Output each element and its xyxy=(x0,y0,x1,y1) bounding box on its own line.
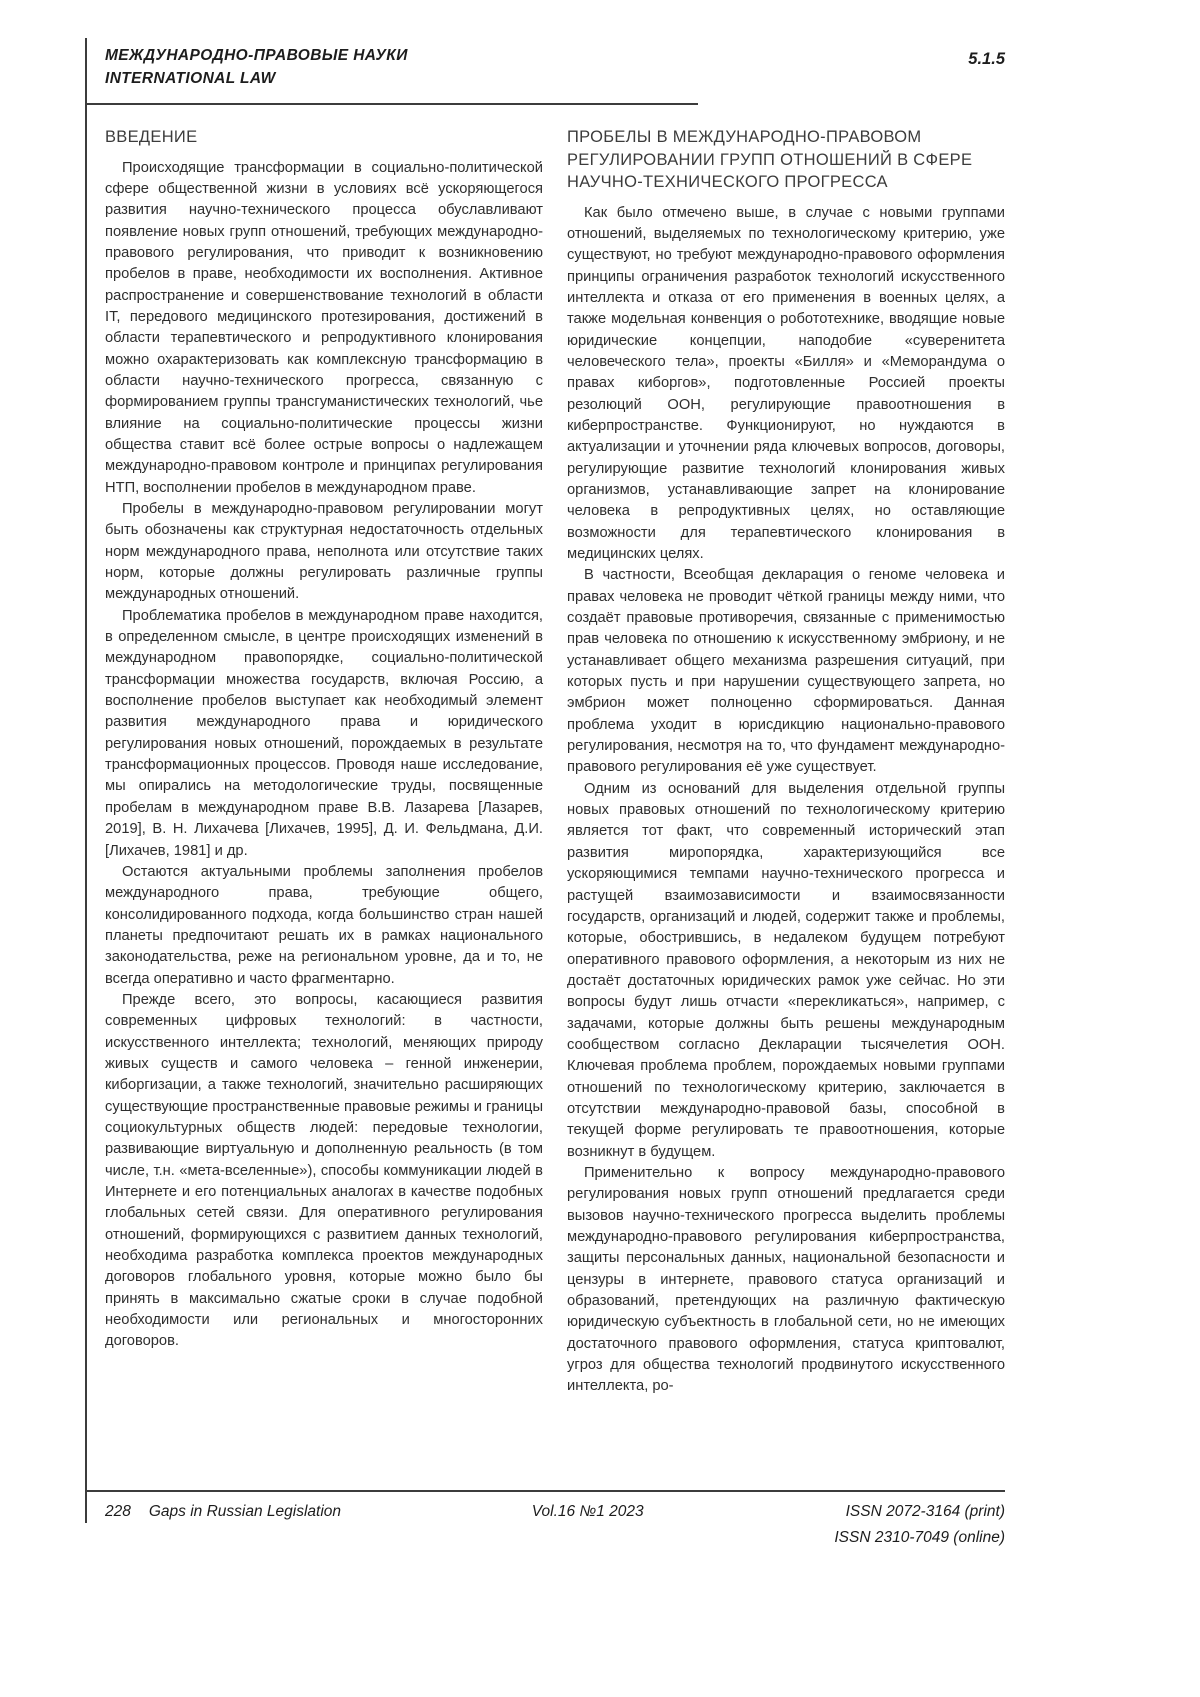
footer-right xyxy=(834,1499,1005,1551)
volume-issue: Vol.16 №1 2023 xyxy=(531,1503,644,1520)
paragraph: Как было отмечено выше, в случае с новыми группами отношений, выделяемых по технологическому критерию, уже существуют, но требуют международно-правового оформления принципы ограничения разработок технологий искусственного интеллекта и отказа от его применения в военных целях, а также модельная конвенция о робототехнике, вводящие новые юридические концепции, наподобие «суверенитета человеческого тела», проекты «Билля» и «Меморандума о правах киборгов», подготовленные Россией проекты резолюций ООН, регулирующие правоотношения в киберпространстве. Функционируют, но нуждаются в актуализации и уточнении ряда ключевых вопросов, договоры, регулирующие развитие технологий клонирования живых организмов, устанавливающие запрет на клонирование человека в репродуктивных целях, но оставляющие возможности для терапевтического клонирования в медицинских целях. xyxy=(567,204,1005,562)
specialty-code: 5.1.5 xyxy=(968,50,1005,68)
paragraph: Происходящие трансформации в социально-политической сфере общественной жизни в условиях всё ускоряющегося развития научно-технического процесса обуславливают появление новых групп отношений, требующих международно-правового регулирования, что приводит к возникновению пробелов в праве, необходимости их восполнения. Активное распространение и совершенствование технологий в области IT, передового медицинского протезирования, достижений в области терапевтического и репродуктивного клонирования можно охарактеризовать как комплексную трансформацию в области научно-технического прогресса, связанную с формированием группы трансгуманистических технологий, чье влияние на социально-политические процессы жизни общества ставит всё более острые вопросы о надлежащем международно-правовом контроле и принципах регулирования НТП, восполнении пробелов в международном праве. xyxy=(105,159,543,496)
section-heading-gaps: ПРОБЕЛЫ В МЕЖДУНАРОДНО-ПРАВОВОМ РЕГУЛИРОВАНИИ ГРУПП ОТНОШЕНИЙ В СФЕРЕ НАУЧНО-ТЕХНИЧЕСКОГО ПРОГРЕССА xyxy=(567,128,973,191)
paragraph: Одним из оснований для выделения отдельной группы новых правовых отношений по технологическому критерию является тот факт, что современный исторический этап развития миропорядка, характеризующийся все ускоряющимися темпами научно-технического прогресса и растущей взаимозависимости и взаимосвязанности государств, организаций и людей, содержит также и проблемы, которые, обострившись, в недалеком будущем потребуют оперативного правового оформления, а некоторым из них не достаёт достаточных юридических рамок уже сейчас. Но эти вопросы будут лишь отчасти «перекликаться», например, с задачами, которые должны быть решены международным сообществом согласно Декларации тысячелетия ООН. Ключевая проблема проблем, порождаемых новыми группами отношений по технологическому критерию, заключается в отсутствии международно-правовой базы, способной в текущей форме регулировать те правоотношения, которые возникнут в будущем. xyxy=(567,780,1005,1160)
page-footer xyxy=(105,1499,1005,1551)
right-column xyxy=(567,126,1005,1484)
journal-title: Gaps in Russian Legislation xyxy=(148,1503,342,1520)
issn-online: ISSN 2310-7049 (online) xyxy=(834,1529,1005,1546)
footer-left xyxy=(105,1499,341,1525)
page-number: 228 xyxy=(105,1503,131,1520)
page-header xyxy=(105,44,1005,90)
section-heading-introduction: ВВЕДЕНИЕ xyxy=(105,128,198,146)
paragraph: Применительно к вопросу международно-правового регулирования новых групп отношений предлагается среди вызовов научно-технического прогресса выделить проблемы международно-правового регулирования киберпространства, защиты персональных данных, национальной безопасности и цензуры в интернете, правового статуса организаций и образований, претендующих на различную фактическую юридическую субъектность в глобальной сети, но не имеющих достаточного правового оформления, статуса криптовалют, угроз для общества технологий продвинутого искусственного интеллекта, ро- xyxy=(567,1164,1005,1395)
paragraph: Остаются актуальными проблемы заполнения пробелов международного права, требующие общего, консолидированного подхода, когда большинство стран нашей планеты предпочитают решать их в рамках национального законодательства, реже на региональном уровне, да и то, не всегда оперативно и часто фрагментарно. xyxy=(105,863,543,987)
paragraph: Прежде всего, это вопросы, касающиеся развития современных цифровых технологий: в частности, искусственного интеллекта; технологий, меняющих природу живых существ и самого человека – генной инженерии, киборгизации, а также технологий, значительно расширяющих существующие пространственные правовые режимы и границы социокультурных обществ людей: передовые технологии, развивающие виртуальную и дополненную реальность (в том числе, т.н. «мета-вселенные»), способы коммуникации людей в Интернете и его потенциальных аналогах в качестве подобных глобальных сетей связи. Для оперативного регулирования отношений, формирующихся с развитием данных технологий, необходима разработка комплекса проектов международных договоров глобального уровня, которые можно было бы принять в максимально сжатые сроки в случае подобной необходимости или региональных и многосторонних договоров. xyxy=(105,991,543,1350)
paragraph: В частности, Всеобщая декларация о геноме человека и правах человека не проводит чёткой границы между ними, что создаёт правовые противоречия, связанные с применимостью прав человека по отношению к искусственному эмбриону, и не устанавливает общего механизма разрешения ситуаций, при которых пусть и при нарушении существующего запрета, но эмбрион может полноценно сформироваться. Данная проблема уходит в юрисдикцию национально-правового регулирования, несмотря на то, что фундамент международно-правового регулирования её уже существует. xyxy=(567,567,1005,776)
article-body xyxy=(105,126,1005,1484)
footer-divider-line xyxy=(85,1490,1005,1492)
rubric-title-en: INTERNATIONAL LAW xyxy=(105,70,276,87)
left-column xyxy=(105,126,543,1484)
rubric-title-ru: МЕЖДУНАРОДНО-ПРАВОВЫЕ НАУКИ xyxy=(105,47,408,64)
left-margin-line xyxy=(85,38,87,1523)
paragraph: Проблематика пробелов в международном праве находится, в определенном смысле, в центре происходящих изменений в международном правопорядке, социально-политической трансформации множества государств, включая Россию, а восполнение пробелов выступает как необходимый элемент развития международного права и юридического регулирования новых отношений, порождаемых в результате трансформационных процессов. Проводя наше исследование, мы опирались на методологические труды, посвященные пробелам в международном праве В.В. Лазарева [Лазарев, 2019], В. Н. Лихачева [Лихачев, 1995], Д. И. Фельдмана, Д.И. [Лихачев, 1981] и др. xyxy=(105,607,543,859)
rubric-block xyxy=(105,44,408,90)
paragraph: Пробелы в международно-правовом регулировании могут быть обозначены как структурная недостаточность отдельных норм международного права, неполнота или отсутствие таких норм, которые должны регулировать различные группы международных отношений. xyxy=(105,501,543,603)
header-divider-line xyxy=(85,103,698,105)
issn-print: ISSN 2072-3164 (print) xyxy=(845,1503,1005,1520)
